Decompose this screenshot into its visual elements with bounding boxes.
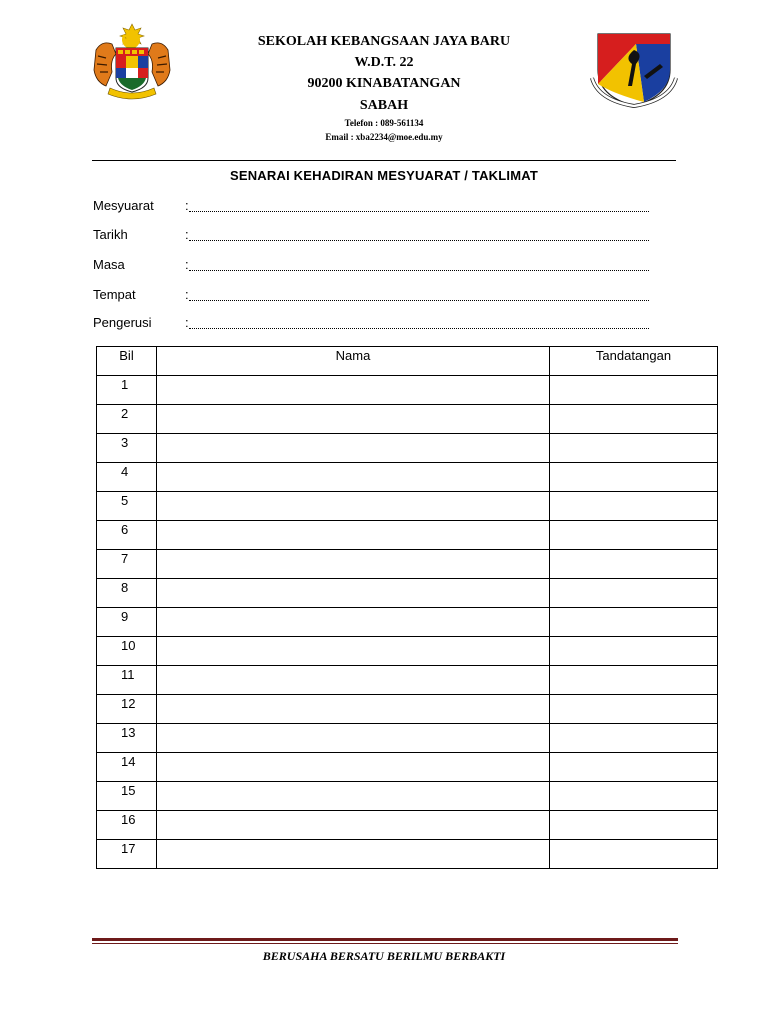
- signature-cell[interactable]: [550, 492, 718, 521]
- row-number: 2: [97, 405, 157, 434]
- row-number: 12: [97, 695, 157, 724]
- field-value-line[interactable]: [189, 270, 649, 271]
- row-number: 14: [97, 753, 157, 782]
- name-cell[interactable]: [157, 811, 550, 840]
- field-label: Tempat: [93, 287, 136, 302]
- signature-cell[interactable]: [550, 405, 718, 434]
- table-row: [97, 666, 718, 695]
- name-cell[interactable]: [157, 550, 550, 579]
- signature-cell[interactable]: [550, 550, 718, 579]
- table-header-row: [97, 347, 718, 376]
- table-row: [97, 550, 718, 579]
- field-value-line[interactable]: [189, 328, 649, 329]
- name-cell[interactable]: [157, 492, 550, 521]
- name-cell[interactable]: [157, 840, 550, 869]
- signature-cell[interactable]: [550, 695, 718, 724]
- name-cell[interactable]: [157, 637, 550, 666]
- name-cell[interactable]: [157, 579, 550, 608]
- field-value-line[interactable]: [189, 211, 649, 212]
- name-cell[interactable]: [157, 666, 550, 695]
- footer-divider-thick: [92, 938, 678, 941]
- row-number: 1: [97, 376, 157, 405]
- table-row: [97, 405, 718, 434]
- name-cell[interactable]: [157, 405, 550, 434]
- name-cell[interactable]: [157, 753, 550, 782]
- table-row: [97, 840, 718, 869]
- field-value-line[interactable]: [189, 240, 649, 241]
- signature-cell[interactable]: [550, 811, 718, 840]
- document-title: SENARAI KEHADIRAN MESYUARAT / TAKLIMAT: [229, 168, 539, 183]
- name-cell[interactable]: [157, 376, 550, 405]
- table-row: [97, 724, 718, 753]
- table-row: [97, 492, 718, 521]
- field-pengerusi[interactable]: [93, 315, 653, 333]
- field-label: Mesyuarat: [93, 198, 154, 213]
- name-cell[interactable]: [157, 782, 550, 811]
- field-colon: :: [185, 287, 189, 302]
- row-number: 16: [97, 811, 157, 840]
- row-number: 8: [97, 579, 157, 608]
- row-number: 11: [97, 666, 157, 695]
- signature-cell[interactable]: [550, 724, 718, 753]
- column-header-tandatangan: Tandatangan: [550, 347, 718, 376]
- table-row: [97, 608, 718, 637]
- name-cell[interactable]: [157, 724, 550, 753]
- attendance-table: [96, 346, 718, 869]
- table-row: [97, 695, 718, 724]
- table-row: [97, 463, 718, 492]
- field-label: Tarikh: [93, 227, 128, 242]
- table-row: [97, 434, 718, 463]
- row-number: 15: [97, 782, 157, 811]
- field-tempat[interactable]: [93, 287, 653, 305]
- school-code: W.D.T. 22: [354, 55, 414, 70]
- field-label: Masa: [93, 257, 125, 272]
- signature-cell[interactable]: [550, 521, 718, 550]
- row-number: 5: [97, 492, 157, 521]
- email-address: Email : xba2234@moe.edu.my: [325, 132, 443, 142]
- field-tarikh[interactable]: [93, 227, 653, 245]
- name-cell[interactable]: [157, 463, 550, 492]
- row-number: 17: [97, 840, 157, 869]
- state: SABAH: [359, 98, 409, 113]
- signature-cell[interactable]: [550, 463, 718, 492]
- name-cell[interactable]: [157, 521, 550, 550]
- postcode-town: 90200 KINABATANGAN: [307, 76, 461, 91]
- row-number: 6: [97, 521, 157, 550]
- row-number: 7: [97, 550, 157, 579]
- header-divider: [92, 160, 676, 161]
- table-row: [97, 782, 718, 811]
- signature-cell[interactable]: [550, 579, 718, 608]
- field-colon: :: [185, 227, 189, 242]
- footer-divider-thin: [92, 943, 678, 944]
- field-value-line[interactable]: [189, 300, 649, 301]
- column-header-bil: Bil: [97, 347, 157, 376]
- field-masa[interactable]: [93, 257, 653, 275]
- table-row: [97, 521, 718, 550]
- table-row: [97, 753, 718, 782]
- signature-cell[interactable]: [550, 840, 718, 869]
- table-row: [97, 376, 718, 405]
- field-label: Pengerusi: [93, 315, 152, 330]
- table-row: [97, 811, 718, 840]
- signature-cell[interactable]: [550, 434, 718, 463]
- signature-cell[interactable]: [550, 753, 718, 782]
- signature-cell[interactable]: [550, 637, 718, 666]
- name-cell[interactable]: [157, 695, 550, 724]
- signature-cell[interactable]: [550, 782, 718, 811]
- field-colon: :: [185, 257, 189, 272]
- table-row: [97, 637, 718, 666]
- school-name: SEKOLAH KEBANGSAAN JAYA BARU: [257, 34, 511, 49]
- field-colon: :: [185, 198, 189, 213]
- row-number: 9: [97, 608, 157, 637]
- name-cell[interactable]: [157, 608, 550, 637]
- school-motto: BERUSAHA BERSATU BERILMU BERBAKTI: [262, 949, 506, 963]
- name-cell[interactable]: [157, 434, 550, 463]
- field-colon: :: [185, 315, 189, 330]
- signature-cell[interactable]: [550, 608, 718, 637]
- row-number: 4: [97, 463, 157, 492]
- column-header-nama: Nama: [157, 347, 550, 376]
- signature-cell[interactable]: [550, 376, 718, 405]
- signature-cell[interactable]: [550, 666, 718, 695]
- row-number: 3: [97, 434, 157, 463]
- field-mesyuarat[interactable]: [93, 198, 653, 216]
- row-number: 10: [97, 637, 157, 666]
- table-row: [97, 579, 718, 608]
- phone-number: Telefon : 089-561134: [344, 118, 424, 128]
- row-number: 13: [97, 724, 157, 753]
